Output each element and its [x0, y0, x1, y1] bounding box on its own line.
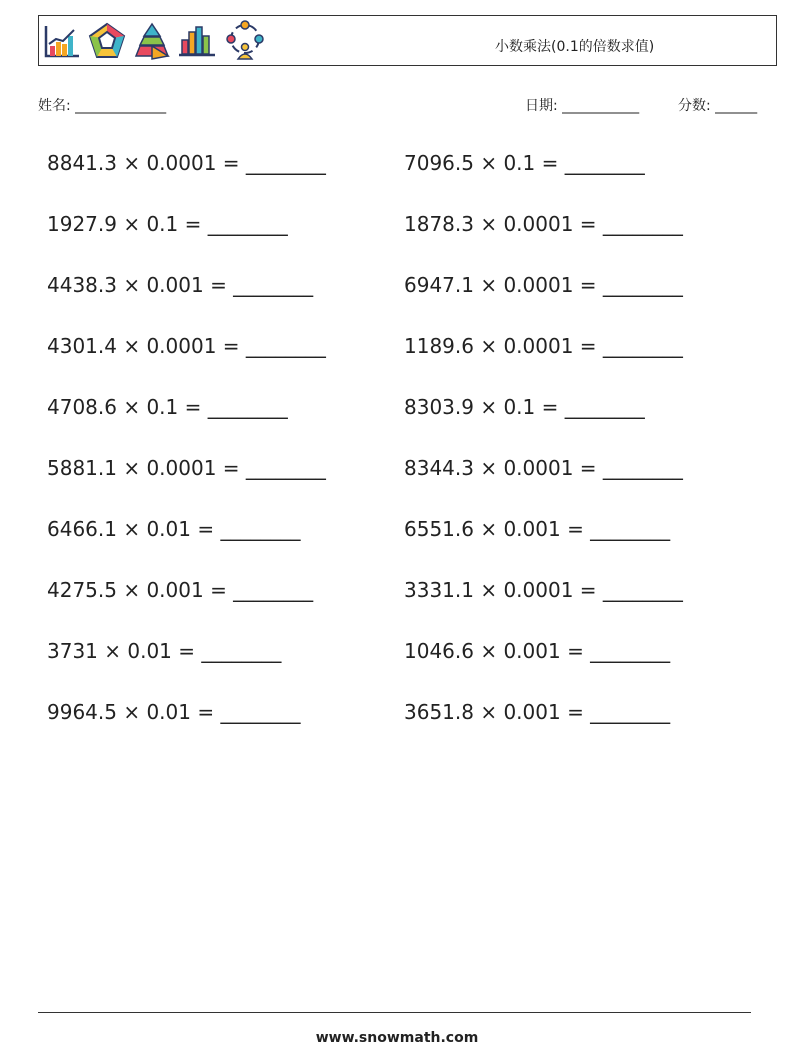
pentagon-cycle-icon [87, 21, 127, 61]
date-field: 日期: ___________ [525, 98, 640, 114]
name-field: 姓名: _____________ [38, 98, 167, 114]
problem-5: 4438.3 × 0.001 = ________ [47, 273, 314, 297]
worksheet-header [38, 15, 777, 66]
problem-7: 4301.4 × 0.0001 = ________ [47, 334, 326, 358]
footer-url: www.snowmath.com [315, 1030, 479, 1046]
footer-divider [38, 1012, 751, 1013]
problem-20: 3651.8 × 0.001 = ________ [404, 700, 671, 724]
problem-11: 5881.1 × 0.0001 = ________ [47, 456, 326, 480]
problem-10: 8303.9 × 0.1 = ________ [404, 395, 645, 419]
score-field: 分数: ______ [678, 98, 758, 114]
pyramid-chart-icon [133, 21, 171, 61]
problem-17: 3731 × 0.01 = ________ [47, 639, 282, 663]
header-icons [43, 20, 267, 62]
problem-4: 1878.3 × 0.0001 = ________ [404, 212, 683, 236]
line-chart-icon [43, 22, 81, 60]
problem-14: 6551.6 × 0.001 = ________ [404, 517, 671, 541]
problem-1: 8841.3 × 0.0001 = ________ [47, 151, 326, 175]
problem-13: 6466.1 × 0.01 = ________ [47, 517, 301, 541]
worksheet-title: 小数乘法(0.1的倍数求值) [495, 39, 655, 55]
bar-chart-icon [177, 22, 217, 60]
problem-15: 4275.5 × 0.001 = ________ [47, 578, 314, 602]
problem-16: 3331.1 × 0.0001 = ________ [404, 578, 683, 602]
problem-2: 7096.5 × 0.1 = ________ [404, 151, 645, 175]
problem-18: 1046.6 × 0.001 = ________ [404, 639, 671, 663]
problem-6: 6947.1 × 0.0001 = ________ [404, 273, 683, 297]
problem-8: 1189.6 × 0.0001 = ________ [404, 334, 683, 358]
people-cycle-icon [223, 20, 267, 62]
problem-3: 1927.9 × 0.1 = ________ [47, 212, 288, 236]
problem-9: 4708.6 × 0.1 = ________ [47, 395, 288, 419]
problem-12: 8344.3 × 0.0001 = ________ [404, 456, 683, 480]
problem-19: 9964.5 × 0.01 = ________ [47, 700, 301, 724]
